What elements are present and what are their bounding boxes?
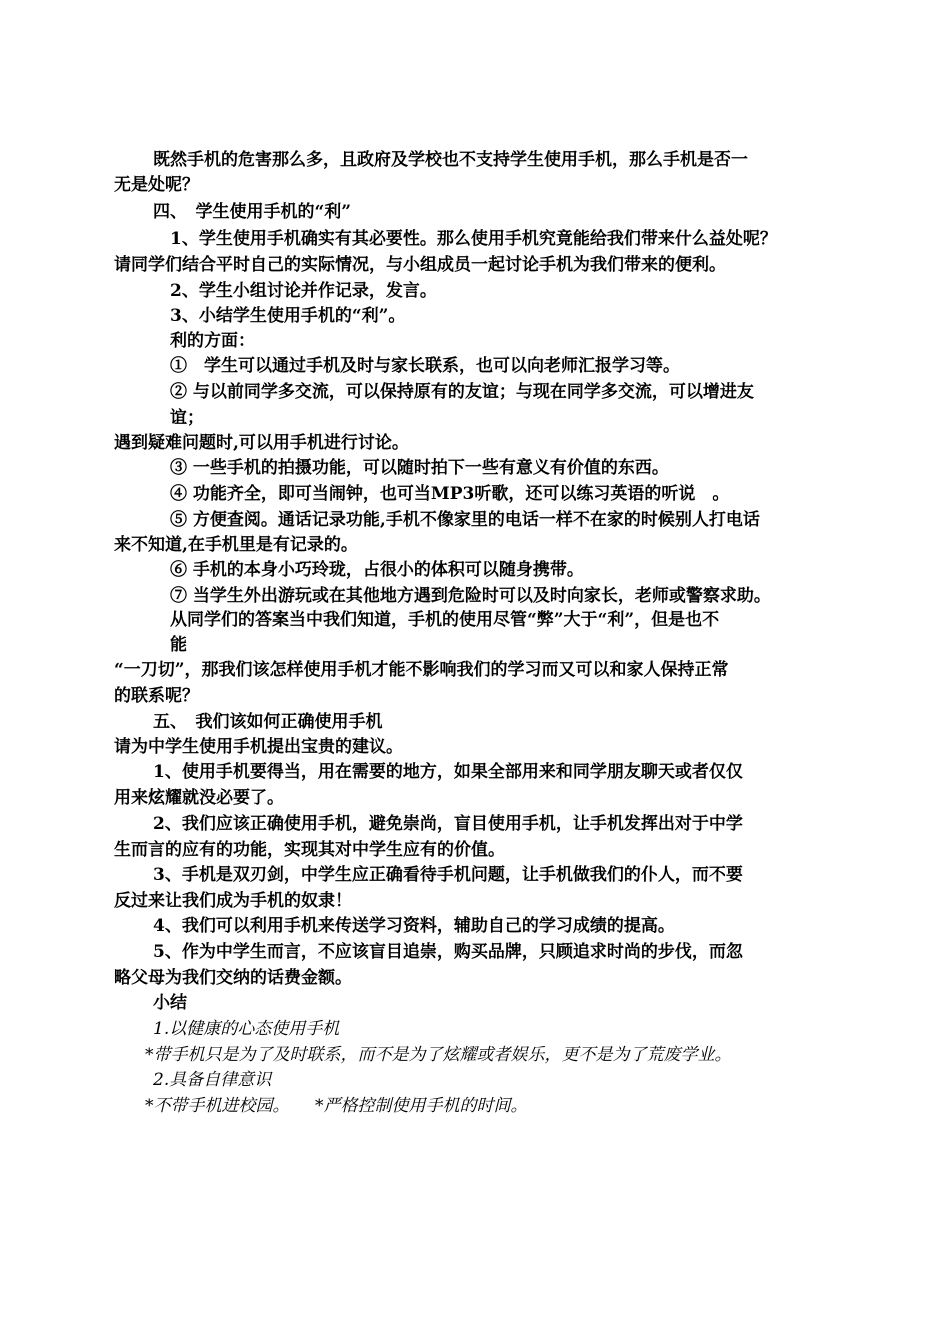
paragraph-line: 遇到疑难问题时,可以用手机进行讨论。 [114, 433, 409, 453]
paragraph-line: 反过来让我们成为手机的奴隶！ [114, 891, 352, 911]
summary-detail: *带手机只是为了及时联系，而不是为了炫耀或者娱乐，更不是为了荒废学业。 [145, 1045, 732, 1065]
list-item: 谊； [170, 408, 204, 428]
paragraph-line: 用来炫耀就没必要了。 [114, 788, 284, 808]
list-item: ② 与以前同学多交流，可以保持原有的友谊；与现在同学多交流，可以增进友 [170, 382, 754, 402]
paragraph-line: 3、手机是双刃剑，中学生应正确看待手机问题，让手机做我们的仆人，而不要 [153, 865, 743, 885]
section-heading: 五、 我们该如何正确使用手机 [153, 712, 383, 732]
paragraph-line: 1、学生使用手机确实有其必要性。那么使用手机究竟能给我们带来什么益处呢？ [170, 229, 777, 249]
paragraph-line: “一刀切”，那我们该怎样使用手机才能不影响我们的学习而又可以和家人保持正常 [114, 660, 729, 680]
summary-heading: 小结 [153, 993, 187, 1013]
summary-point: 1.以健康的心态使用手机 [153, 1019, 340, 1039]
paragraph-line: 请同学们结合平时自己的实际情况，与小组成员一起讨论手机为我们带来的便利。 [114, 255, 726, 275]
paragraph-line: 1、使用手机要得当，用在需要的地方，如果全部用来和同学朋友聊天或者仅仅 [153, 762, 743, 782]
list-item: ⑦ 当学生外出游玩或在其他地方遇到危险时可以及时向家长，老师或警察求助。 [170, 586, 771, 606]
paragraph-line: 请为中学生使用手机提出宝贵的建议。 [114, 737, 403, 757]
list-item: ⑤ 方便查阅。通话记录功能,手机不像家里的电话一样不在家的时候别人打电话 [170, 510, 760, 530]
list-item: ⑥ 手机的本身小巧玲珑，占很小的体积可以随身携带。 [170, 560, 584, 580]
section-heading: 四、 学生使用手机的“利” [153, 202, 352, 222]
paragraph-line: 5、作为中学生而言，不应该盲目追崇，购买品牌，只顾追求时尚的步伐，而忽 [153, 942, 743, 962]
paragraph-line: 的联系呢？ [114, 686, 199, 706]
paragraph-line: 2、学生小组讨论并作记录，发言。 [170, 281, 437, 301]
list-item: ③ 一些手机的拍摄功能，可以随时拍下一些有意义有价值的东西。 [170, 458, 669, 478]
paragraph-line: 从同学们的答案当中我们知道，手机的使用尽管“弊”大于“利”，但是也不 [170, 610, 720, 630]
summary-point: 2.具备自律意识 [153, 1070, 272, 1090]
paragraph-line: 生而言的应有的功能，实现其对中学生应有的价值。 [114, 840, 505, 860]
paragraph-line: 4、我们可以利用手机来传送学习资料，辅助自己的学习成绩的提高。 [153, 916, 675, 936]
paragraph-line: 略父母为我们交纳的话费金额。 [114, 968, 352, 988]
paragraph-line: 来不知道,在手机里是有记录的。 [114, 535, 358, 555]
paragraph-line: 能 [170, 635, 187, 655]
list-item: ① 学生可以通过手机及时与家长联系，也可以向老师汇报学习等。 [170, 356, 680, 376]
summary-detail: *不带手机进校园。 *严格控制使用手机的时间。 [145, 1096, 528, 1116]
paragraph-line: 3、小结学生使用手机的“利”。 [170, 306, 406, 326]
paragraph-line: 既然手机的危害那么多，且政府及学校也不支持学生使用手机，那么手机是否一 [153, 150, 748, 170]
paragraph-line: 利的方面： [170, 331, 255, 351]
paragraph-line: 无是处呢？ [114, 175, 199, 195]
list-item: ④ 功能齐全，即可当闹钟，也可当MP3听歌，还可以练习英语的听说 。 [170, 484, 730, 504]
paragraph-line: 2、我们应该正确使用手机，避免崇尚，盲目使用手机，让手机发挥出对于中学 [153, 814, 743, 834]
